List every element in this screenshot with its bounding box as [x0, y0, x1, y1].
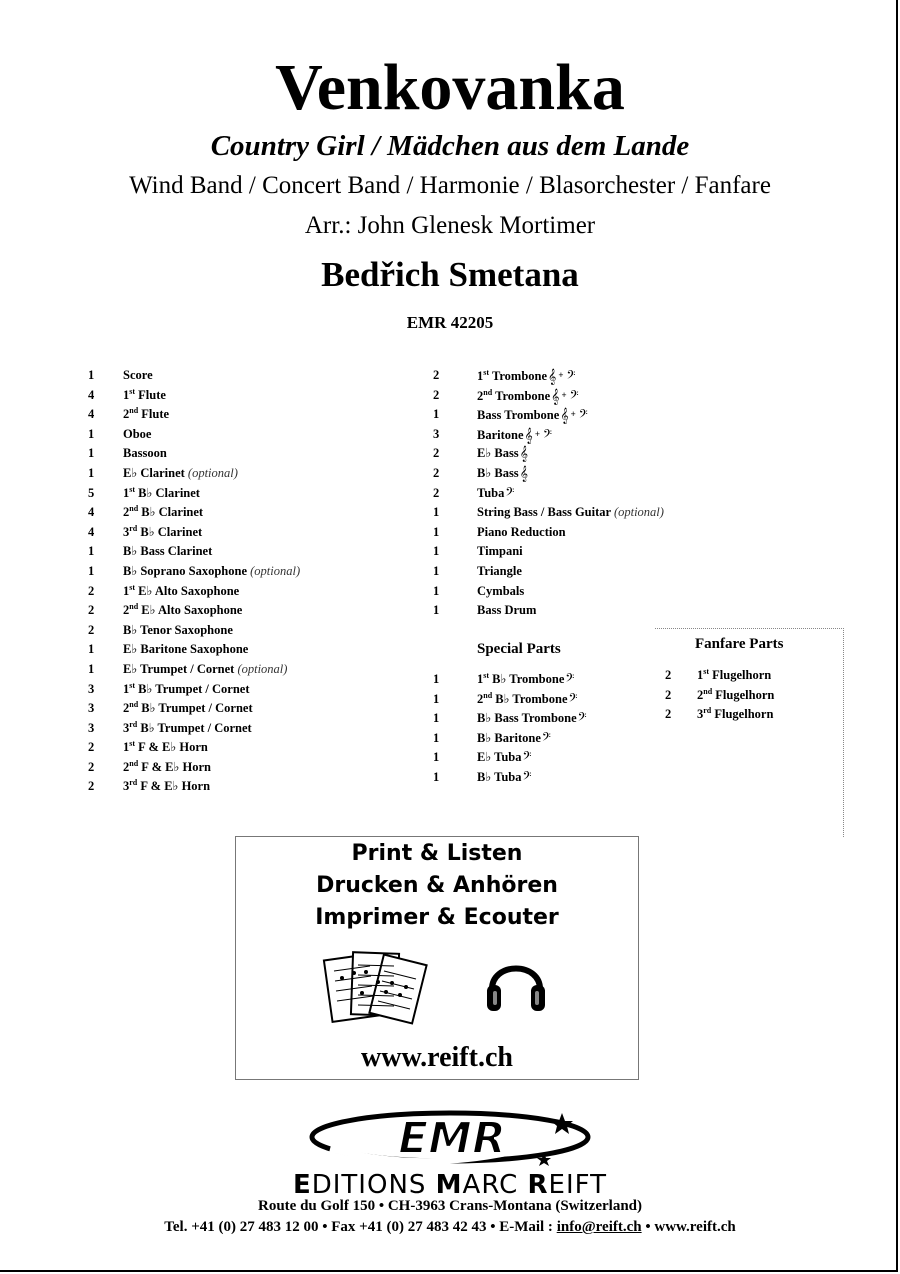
part-name: B♭ Soprano Saxophone (optional)	[123, 563, 301, 578]
part-quantity: 3	[88, 681, 95, 696]
part-name: Baritone𝄞 + 𝄢	[477, 425, 552, 447]
catalog-number: EMR 42205	[406, 313, 494, 332]
part-name: Oboe	[123, 426, 152, 441]
part-quantity: 4	[88, 505, 95, 520]
part-name: Cymbals	[477, 583, 525, 598]
publisher-contact	[0, 1219, 900, 1236]
part-name: 2nd B♭ Clarinet	[123, 504, 204, 520]
part-name: Bassoon	[123, 446, 167, 461]
subtitle: Country Girl / Mädchen aus dem Lande	[210, 130, 690, 162]
part-name: 2nd E♭ Alto Saxophone	[123, 601, 243, 618]
part-name: 1st F & E♭ Horn	[123, 739, 208, 755]
headphones-icon	[484, 947, 548, 1017]
bass-clef-icon: 𝄢	[505, 485, 515, 502]
print-listen-box	[235, 836, 639, 1080]
emr-logo-text: EMR	[398, 1113, 506, 1164]
publisher-name: EDITIONS MARC REIFT	[292, 1170, 608, 1200]
part-name: E♭ Trumpet / Cornet (optional)	[123, 661, 288, 676]
bass-clef-icon: 𝄢	[522, 769, 532, 786]
part-quantity: 1	[433, 524, 440, 539]
bass-clef-icon: 𝄢	[577, 711, 587, 728]
part-quantity: 1	[433, 750, 440, 765]
print-listen-line-fr: Imprimer & Ecouter	[315, 905, 559, 930]
part-name: 1st B♭ Trumpet / Cornet	[123, 680, 250, 696]
part-quantity: 1	[433, 711, 440, 726]
part-quantity: 2	[88, 779, 95, 794]
part-name: 2nd B♭ Trombone𝄢	[477, 690, 578, 711]
part-name: B♭ Bass Trombone𝄢	[477, 709, 587, 730]
part-name: 2nd B♭ Trumpet / Cornet	[123, 699, 253, 716]
part-name: 2nd Flugelhorn	[697, 686, 775, 702]
part-name: 1st Trombone𝄞 + 𝄢	[477, 366, 575, 388]
part-quantity: 2	[433, 446, 440, 461]
part-quantity: 2	[433, 387, 440, 402]
part-quantity: 1	[433, 603, 440, 618]
treble-clef-icon: 𝄞	[560, 408, 569, 425]
part-name: 1st Flugelhorn	[697, 666, 772, 682]
part-quantity: 2	[665, 668, 672, 682]
part-name: 2nd Trombone𝄞 + 𝄢	[477, 386, 579, 408]
publisher-address: Route du Golf 150 • CH-3963 Crans-Montana (Switzerland)	[258, 1198, 642, 1214]
part-name: Tuba𝄢	[477, 484, 514, 505]
print-listen-line-de: Drucken & Anhören	[316, 873, 558, 898]
treble-clef-icon: 𝄞	[519, 446, 528, 463]
page-title: Venkovanka	[275, 51, 625, 124]
print-listen-url: www.reift.ch	[361, 1042, 513, 1073]
treble-clef-icon: 𝄞	[519, 465, 528, 482]
part-name: 2nd F & E♭ Horn	[123, 758, 211, 774]
part-name: Timpani	[477, 544, 523, 559]
part-name: 2nd Flute	[123, 406, 170, 422]
part-quantity: 2	[433, 485, 440, 500]
part-quantity: 1	[88, 642, 95, 657]
part-quantity: 1	[88, 563, 95, 578]
part-quantity: 3	[433, 426, 440, 441]
bass-clef-icon: 𝄢	[569, 388, 579, 405]
part-quantity: 2	[88, 603, 95, 618]
part-quantity: 4	[88, 524, 95, 539]
treble-clef-icon: 𝄞	[524, 427, 533, 444]
part-name: E♭ Baritone Saxophone	[123, 642, 249, 657]
part-quantity: 1	[433, 544, 440, 559]
part-name: E♭ Tuba𝄢	[477, 748, 532, 769]
bass-clef-icon: 𝄢	[568, 691, 578, 708]
email-link[interactable]: info@reift.ch	[556, 1219, 642, 1235]
sheet-music-icon	[320, 945, 430, 1035]
part-name: B♭ Tenor Saxophone	[123, 622, 233, 637]
part-quantity: 5	[88, 485, 95, 500]
part-quantity: 3	[88, 701, 95, 716]
part-name: Bass Trombone𝄞 + 𝄢	[477, 405, 588, 427]
part-quantity: 1	[433, 505, 440, 520]
treble-clef-icon: 𝄞	[548, 369, 557, 385]
part-quantity: 3	[88, 720, 95, 735]
part-quantity: 1	[88, 661, 95, 676]
part-quantity: 1	[88, 368, 95, 382]
part-name: 1st B♭ Clarinet	[123, 484, 200, 500]
arranger-line: Arr.: John Glenesk Mortimer	[304, 212, 596, 239]
part-quantity: 4	[88, 387, 95, 402]
bass-clef-icon: 𝄢	[542, 427, 552, 444]
part-name: B♭ Bass𝄞	[477, 464, 528, 485]
print-listen-line-en: Print & Listen	[351, 841, 523, 866]
part-name: B♭ Tuba𝄢	[477, 768, 532, 789]
part-name: 3rd F & E♭ Horn	[123, 778, 211, 794]
bass-clef-icon: 𝄢	[522, 750, 532, 767]
part-quantity: 1	[433, 672, 440, 686]
part-quantity: 2	[88, 583, 95, 598]
fanfare-parts-title: Fanfare Parts	[695, 636, 784, 652]
part-name: Piano Reduction	[477, 524, 566, 539]
ensemble-line: Wind Band / Concert Band / Harmonie / Blasorchester / Fanfare	[129, 172, 771, 199]
part-quantity: 2	[88, 622, 95, 637]
part-quantity: 2	[665, 687, 672, 702]
part-quantity: 1	[88, 446, 95, 461]
part-quantity: 2	[88, 759, 95, 774]
part-quantity: 1	[433, 730, 440, 745]
part-name: E♭ Clarinet (optional)	[123, 465, 238, 480]
part-name: 3rd Flugelhorn	[697, 706, 774, 722]
composer-name: Bedřich Smetana	[321, 255, 579, 294]
part-quantity: 1	[433, 691, 440, 706]
bass-clef-icon: 𝄢	[566, 369, 576, 385]
part-quantity: 1	[88, 465, 95, 480]
part-quantity: 1	[433, 583, 440, 598]
part-quantity: 1	[433, 407, 440, 422]
bass-clef-icon: 𝄢	[541, 730, 551, 747]
part-name: Score	[123, 368, 153, 382]
part-name: Bass Drum	[477, 603, 537, 618]
part-quantity: 2	[88, 740, 95, 755]
special-parts-title: Special Parts	[477, 641, 561, 657]
treble-clef-icon: 𝄞	[551, 388, 560, 405]
part-name: 1st Flute	[123, 386, 166, 402]
website-text: • www.reift.ch	[641, 1219, 736, 1235]
part-name: 3rd B♭ Clarinet	[123, 523, 203, 539]
part-name: B♭ Baritone𝄢	[477, 729, 551, 750]
part-name: 1st B♭ Trombone𝄢	[477, 670, 574, 691]
part-quantity: 2	[433, 465, 440, 480]
part-name: String Bass / Bass Guitar (optional)	[477, 505, 664, 520]
part-quantity: 1	[433, 563, 440, 578]
part-quantity: 1	[88, 426, 95, 441]
emr-logo	[300, 1105, 600, 1169]
part-quantity: 1	[88, 544, 95, 559]
part-name: 3rd B♭ Trumpet / Cornet	[123, 719, 252, 735]
part-quantity: 1	[433, 769, 440, 784]
bass-clef-icon: 𝄢	[578, 408, 588, 425]
part-name: B♭ Bass Clarinet	[123, 544, 213, 559]
part-name: E♭ Bass𝄞	[477, 444, 528, 465]
part-quantity: 2	[433, 368, 440, 382]
part-quantity: 2	[665, 707, 672, 722]
part-name: 1st E♭ Alto Saxophone	[123, 582, 240, 598]
fanfare-parts-box	[655, 628, 844, 837]
contact-phone-fax: Tel. +41 (0) 27 483 12 00 • Fax +41 (0) 27 483 42 43 • E-Mail :	[164, 1219, 557, 1235]
part-name: Triangle	[477, 563, 522, 578]
part-quantity: 4	[88, 407, 95, 422]
bass-clef-icon: 𝄢	[565, 672, 575, 688]
